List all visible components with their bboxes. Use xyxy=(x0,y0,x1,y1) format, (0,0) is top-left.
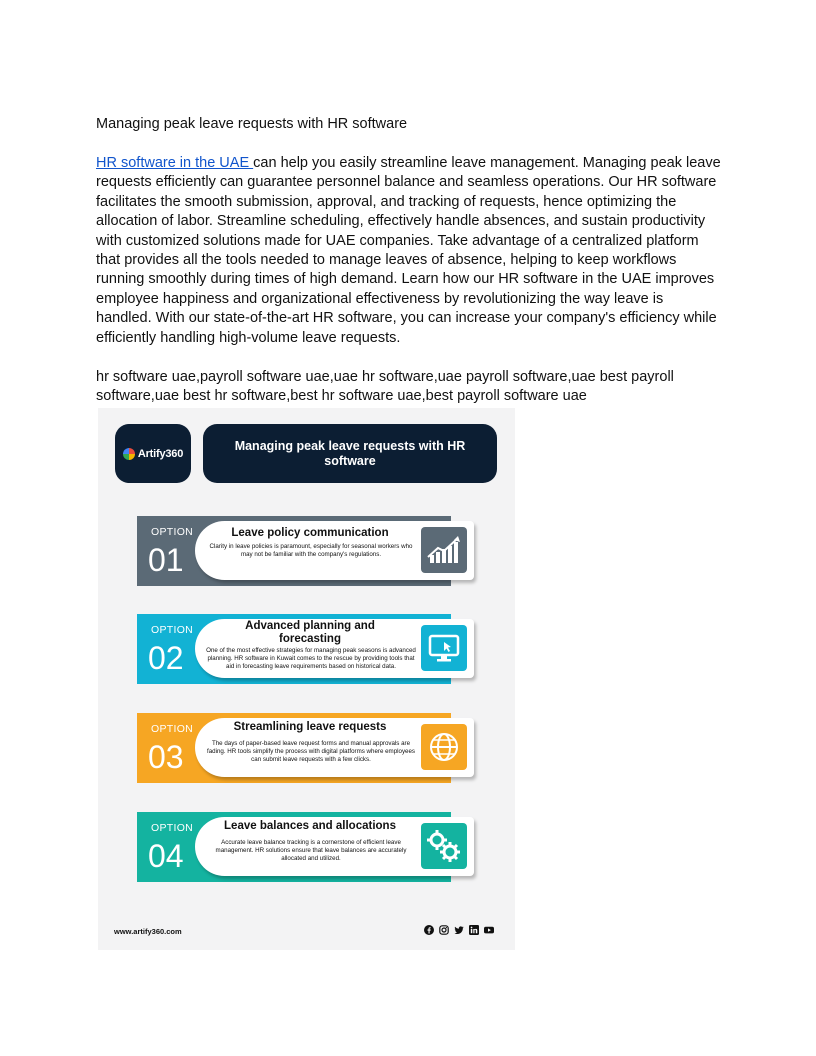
globe-icon xyxy=(421,724,467,770)
logo-mark-icon xyxy=(123,448,135,460)
option-heading: Leave policy communication xyxy=(231,527,389,539)
keywords-paragraph: hr software uae,payroll software uae,uae hr software,uae payroll software,uae best payroll software,uae best hr software,best hr software uae,best payroll software uae xyxy=(96,369,674,405)
gears-icon xyxy=(421,823,467,869)
option-card-2 xyxy=(137,614,477,686)
option-heading: Streamlining leave requests xyxy=(233,721,387,733)
document-title: Managing peak leave requests with HR software xyxy=(96,116,408,132)
infographic xyxy=(98,408,515,950)
option-text: One of the most effective strategies for managing peak seasons is advanced planning. HR software in Kuwait comes to the rescue by providing tools that aid in forecasting leave requirements based on historical data. xyxy=(206,647,416,670)
intro-paragraph xyxy=(96,154,722,348)
option-card-1 xyxy=(137,516,477,588)
option-number: 03 xyxy=(148,739,184,775)
artify360-logo xyxy=(115,424,191,483)
option-number: 02 xyxy=(148,640,184,676)
facebook-icon xyxy=(423,924,434,935)
option-text: Clarity in leave policies is paramount, especially for seasonal workers who may not be familiar with the company's regulations. xyxy=(209,543,413,558)
monitor-icon xyxy=(421,625,467,671)
logo-text: Artify360 xyxy=(137,447,184,460)
option-label: OPTION xyxy=(151,624,194,636)
option-card-4 xyxy=(137,812,477,884)
option-content xyxy=(195,521,474,580)
option-number: 04 xyxy=(148,838,184,874)
growth-chart-icon xyxy=(421,527,467,573)
option-label: OPTION xyxy=(151,723,194,735)
option-text: The days of paper-based leave request forms and manual approvals are fading. HR tools simplify the process with digital platforms where employees can submit leave requests with a few clicks. xyxy=(206,740,416,763)
option-content xyxy=(195,619,474,678)
option-heading: Advanced planning and forecasting xyxy=(245,620,375,645)
youtube-icon xyxy=(483,924,494,935)
option-card-3 xyxy=(137,713,477,785)
option-text: Accurate leave balance tracking is a cornerstone of efficient leave management. HR solutions ensure that leave balances are accurately allocated and utilized. xyxy=(215,839,407,862)
hr-software-link[interactable]: HR software in the UAE xyxy=(96,155,254,171)
option-content xyxy=(195,718,474,777)
option-label: OPTION xyxy=(151,822,194,834)
option-label: OPTION xyxy=(151,526,194,538)
option-number: 01 xyxy=(148,542,184,578)
linkedin-icon xyxy=(468,924,479,935)
twitter-icon xyxy=(453,924,464,935)
intro-paragraph-text: can help you easily streamline leave management. Managing peak leave requests efficiently can guarantee personnel balance and seamless operations. Our HR software facilitates the smooth submission, approval, and tracking of requests, hence optimizing the allocation of labor. Streamline scheduling, effectively handle absences, and sustain productivity with customized solutions made for UAE companies. Take advantage of a centralized platform that provides all the tools needed to manage leaves of absence, helping to keep workflows running smoothly during times of high demand. Learn how our HR software in the UAE improves employee happiness and organizational effectiveness by revolutionizing the way leave is handled. With our state-of-the-art HR software, you can increase your company's efficiency while efficiently handling high-volume leave requests. xyxy=(96,155,721,346)
social-icons xyxy=(423,924,494,935)
option-heading: Leave balances and allocations xyxy=(224,820,396,832)
option-content xyxy=(195,817,474,876)
infographic-header: Managing peak leave requests with HR software xyxy=(203,424,497,483)
footer-url: www.artify360.com xyxy=(114,927,182,936)
instagram-icon xyxy=(438,924,449,935)
